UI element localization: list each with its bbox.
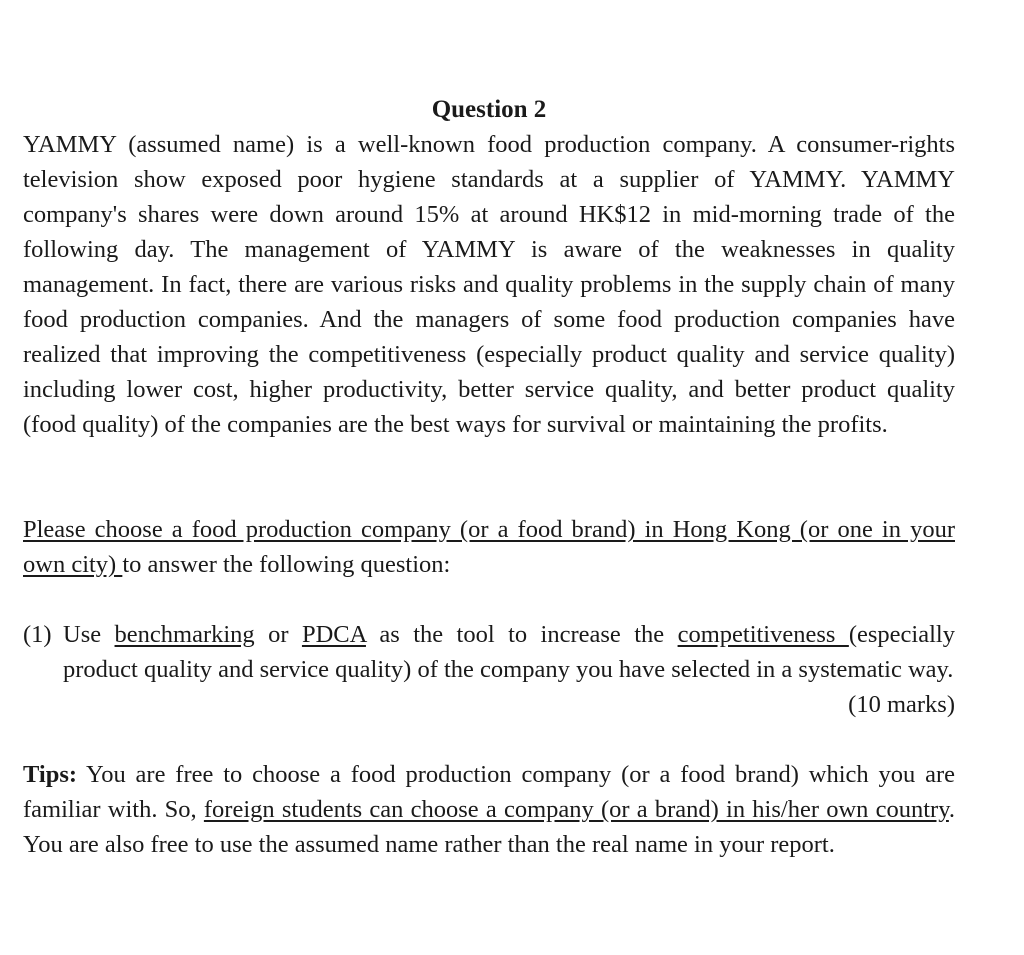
question-text-part: or xyxy=(254,621,302,648)
document-page xyxy=(23,92,955,862)
tips-underlined: foreign students can choose a company (or a brand) in his/her own country xyxy=(203,796,949,823)
marks-label: (10 marks) xyxy=(848,691,955,718)
instruction-rest: to answer the following question: xyxy=(122,551,451,578)
term-pdca: PDCA xyxy=(301,621,366,648)
question-text xyxy=(63,617,955,687)
term-competitiveness: competitiveness xyxy=(677,621,849,648)
intro-paragraph: YAMMY (assumed name) is a well-known food production company. A consumer-rights television show exposed poor hygiene standards at a supplier of YAMMY. YAMMY company's shares were down around 15% at around HK$12 in mid-morning trade of the following day. The management of YAMMY is aware of the weaknesses in quality management. In fact, there are various risks and quality problems in the supply chain of many food production companies. And the managers of some food production companies have realized that improving the competitiveness (especially product quality and service quality) including lower cost, higher productivity, better service quality, and better product quality (food quality) of the companies are the best ways for survival or maintaining the profits. xyxy=(23,131,955,438)
question-text-part: (especially product quality and service quality) of the company you have selected in a systematic way. xyxy=(63,621,955,683)
question-item xyxy=(23,617,955,687)
tips-text-part: You are free to choose a food production company (or a food brand) which you are familiar with. So, xyxy=(23,761,955,823)
question-number: (1) xyxy=(23,621,52,648)
question-title: Question 2 xyxy=(431,96,547,123)
question-text-part: Use xyxy=(63,621,115,648)
instruction-paragraph xyxy=(23,512,955,582)
instruction-underlined: Please choose a food production company (or a food brand) in Hong Kong (or one in your own city) xyxy=(23,516,955,578)
question-text-part: as the tool to increase the xyxy=(365,621,678,648)
tips-text-part: . You are also free to use the assumed name rather than the real name in your report. xyxy=(23,796,955,858)
tips-paragraph xyxy=(23,757,955,862)
tips-label: Tips: xyxy=(23,761,78,788)
term-benchmarking: benchmarking xyxy=(114,621,255,648)
